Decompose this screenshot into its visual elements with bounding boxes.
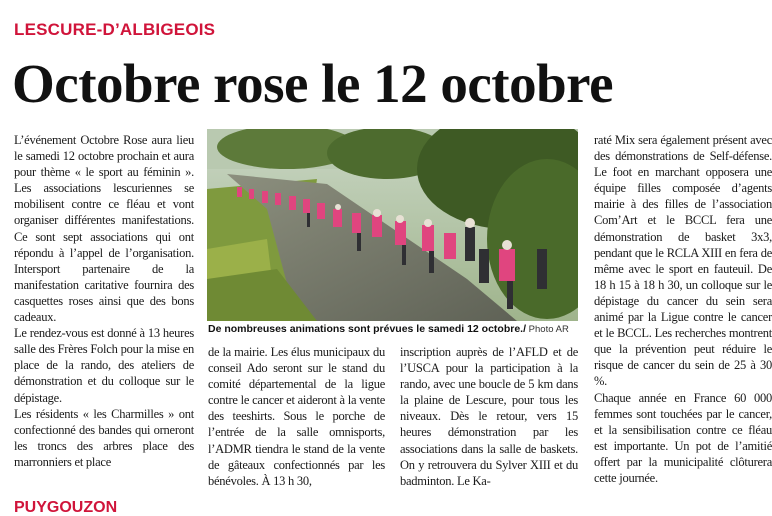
caption-text: De nombreuses animations sont prévues le samedi 12 octobre./ [208, 323, 527, 335]
article-column-4 [594, 132, 772, 486]
photo-credit: Photo AR [526, 324, 569, 335]
next-article-kicker: PUYGOUZON [14, 499, 118, 516]
paragraph: Les résidents « les Charmilles » ont confectionné des bandes qui orneront les troncs des arbres place des marronniers et place [14, 406, 194, 469]
article-photo [207, 129, 578, 321]
paragraph: L’événement Octobre Rose aura lieu le samedi 12 octobre prochain et aura pour thème « le sport au féminin ». Les associations lescuriennes se mobilisent contre ce fléau et vont organiser différentes manifestations. Ce sont sept associations qui ont répondu à l’appel de l’organisation. Intersport partenaire de la manifestation caritative fournira des casquettes roses ainsi que des bons cadeaux. [14, 133, 194, 325]
paragraph: de la mairie. Les élus municipaux du conseil Ado seront sur le stand du comité départemental de la ligue contre le cancer et aideront à la vente des teeshirts. Sous le porche de l’entrée de la salle omnisports, l’ADMR tiendra le stand de la vente de gâteaux confectionnés par les bénévoles. À 13 h 30, [208, 345, 385, 488]
kicker: LESCURE-D’ALBIGEOIS [14, 20, 216, 39]
photo-caption [208, 323, 580, 335]
headline: Octobre rose le 12 octobre [12, 53, 613, 114]
article-column-2 [208, 344, 385, 489]
paragraph: Chaque année en France 60 000 femmes sont touchées par le cancer, et la sensibilisation contre ce fléau est importante. Un pot de l’amitié offert par la municipalité clôturera cette journée. [594, 390, 772, 485]
article-column-1 [14, 132, 194, 470]
paragraph: Le rendez-vous est donné à 13 heures salle des Frères Folch pour la mise en place de la rando, des ateliers de démonstration et du colloque sur le dépistage. [14, 326, 194, 405]
paragraph: raté Mix sera également présent avec des démonstrations de Self-défense. Le foot en marchant opposera une équipe filles composée d’agents mairie à des filles de l’association Com’Art et le BCCL fera une démonstration de basket 3x3, pendant que le RCLA XIII en fera de même avec le sport en fauteuil. De 18 h 15 à 18 h 30, un colloque sur le dépistage du cancer du sein sera animé par la Ligue contre le cancer et le BCCL. Les recherches montrent que la prévention peut réduire le risque de cancer du sein de 25 à 30 %. [594, 133, 772, 389]
article-column-3 [400, 344, 578, 489]
paragraph: inscription auprès de l’AFLD et de l’USCA pour la participation à la rando, avec une boucle de 5 km dans la plaine de Lescure, pour tous les niveaux. Dès le retour, vers 15 heures démonstration par les associations dans la salle de baskets. On y retrouvera du Sylver XIII et du badminton. Le Ka- [400, 345, 578, 488]
